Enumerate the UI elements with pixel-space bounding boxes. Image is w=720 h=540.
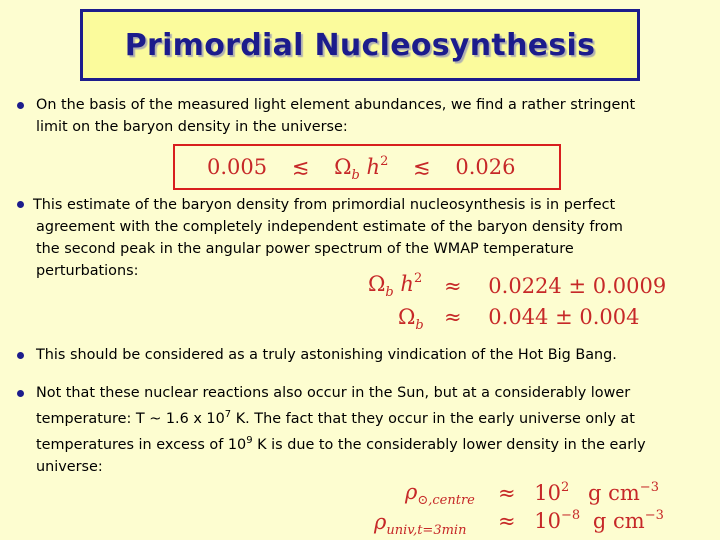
eq2-row2-lhs: Ω: [398, 305, 416, 329]
wmap-equation-row-2-rhs: [444, 305, 639, 329]
eq3-row2-exp: −8: [561, 508, 581, 523]
eq1-symbol: Ω: [334, 155, 352, 179]
slide-title: Primordial Nucleosynthesis: [124, 28, 596, 63]
density-equation-row-2-lhs: [374, 510, 466, 538]
eq1-rel-1: ≲: [291, 155, 310, 179]
eq3-row2-unit-exp: −3: [644, 508, 664, 523]
eq1-h: h: [366, 155, 381, 179]
eq1-upper: 0.026: [455, 155, 516, 179]
eq3-row2-base: 10: [534, 509, 562, 533]
eq3-row2-unit-wrap: [593, 509, 664, 533]
eq3-row1-unit: g cm: [588, 481, 640, 505]
eq3-row1-lhs: ρ: [405, 480, 418, 504]
eq2-row1-exp: 2: [413, 271, 423, 286]
bullet-2-line-1: This estimate of the baryon density from primordial nucleosynthesis is in perfect: [33, 197, 616, 213]
eq3-row2-value: [534, 509, 580, 533]
bullet-4-temp-exp: 7: [224, 409, 232, 420]
eq3-row2-rel: ≈: [498, 509, 516, 533]
eq3-row1-exp: 2: [561, 480, 570, 495]
eq2-row1-sub: b: [385, 285, 394, 300]
eq2-row1-h: h: [393, 272, 414, 296]
bullet-1-line-2: limit on the baryon density in the universe:: [36, 119, 348, 135]
bullet-2-line-2: agreement with the completely independent estimate of the baryon density from: [36, 219, 623, 235]
eq3-row1-rel: ≈: [498, 481, 516, 505]
eq1-lower: 0.005: [207, 155, 268, 179]
baryon-limit-equation: [207, 154, 515, 183]
bullet-2-line-4: perturbations:: [36, 263, 139, 279]
eq1-exp: 2: [380, 154, 389, 169]
density-equation-row-1-rhs: [498, 480, 659, 505]
eq2-row1-rel: ≈: [444, 274, 462, 298]
eq3-row1-unit-exp: −3: [639, 480, 659, 495]
wmap-equation-row-1-rhs: [444, 274, 666, 298]
bullet-3: [36, 344, 617, 366]
eq3-row2-lhs: ρ: [374, 510, 387, 534]
bullet-4: [36, 382, 646, 478]
bullet-4-excess-exp: 9: [246, 435, 253, 446]
eq3-row1-unit-wrap: [588, 481, 659, 505]
eq1-sub: b: [351, 168, 360, 183]
eq3-row2-sub: univ,t=3min: [386, 523, 467, 538]
eq2-row1-rhs: 0.0224 ± 0.0009: [488, 274, 667, 298]
eq3-row1-base: 10: [534, 481, 562, 505]
bullet-1: [36, 94, 635, 138]
bullet-2: [33, 194, 623, 282]
eq1-rel-2: ≲: [413, 155, 431, 179]
eq2-row1-lhs: Ω: [368, 272, 386, 296]
wmap-equation-row-2: [398, 305, 424, 333]
eq3-row2-unit: g cm: [592, 509, 645, 533]
bullet-4-excess-rest: K is due to the considerably lower density in the early: [252, 437, 646, 453]
bullet-4-line-1: Not that these nuclear reactions also occur in the Sun, but at a considerably lower: [36, 385, 631, 401]
bullet-2-line-3: the second peak in the angular power spectrum of the WMAP temperature: [36, 241, 574, 257]
bullet-4-line-3: [36, 430, 646, 456]
density-equation-row-2-rhs: [498, 508, 664, 533]
eq3-row1-value: [534, 481, 569, 505]
bullet-4-dot: [17, 390, 24, 397]
bullet-4-temp-rest: K. The fact that they occur in the early universe only at: [231, 411, 635, 427]
bullet-4-temp-text: temperature: T ~ 1.6 x 10: [36, 411, 225, 427]
bullet-4-line-4: universe:: [36, 459, 103, 475]
bullet-4-line-2: [36, 404, 646, 430]
eq3-row1-sub: ⊙,centre: [417, 493, 475, 508]
bullet-3-line-1: This should be considered as a truly astonishing vindication of the Hot Big Bang.: [36, 347, 617, 363]
eq2-row2-sub: b: [415, 318, 424, 333]
title-box: [80, 9, 640, 81]
bullet-2-dot: [17, 201, 24, 208]
wmap-equation-row-1: [368, 271, 422, 300]
bullet-3-dot: [17, 352, 24, 359]
bullet-1-line-1: On the basis of the measured light element abundances, we find a rather stringent: [36, 97, 636, 113]
density-equation-row-1-lhs: [405, 480, 475, 508]
bullet-1-dot: [17, 102, 24, 109]
eq2-row2-rhs: 0.044 ± 0.004: [488, 305, 640, 329]
eq1-omega: [334, 154, 389, 183]
bullet-4-excess-text: temperatures in excess of 10: [36, 437, 247, 453]
eq2-row2-rel: ≈: [444, 305, 462, 329]
